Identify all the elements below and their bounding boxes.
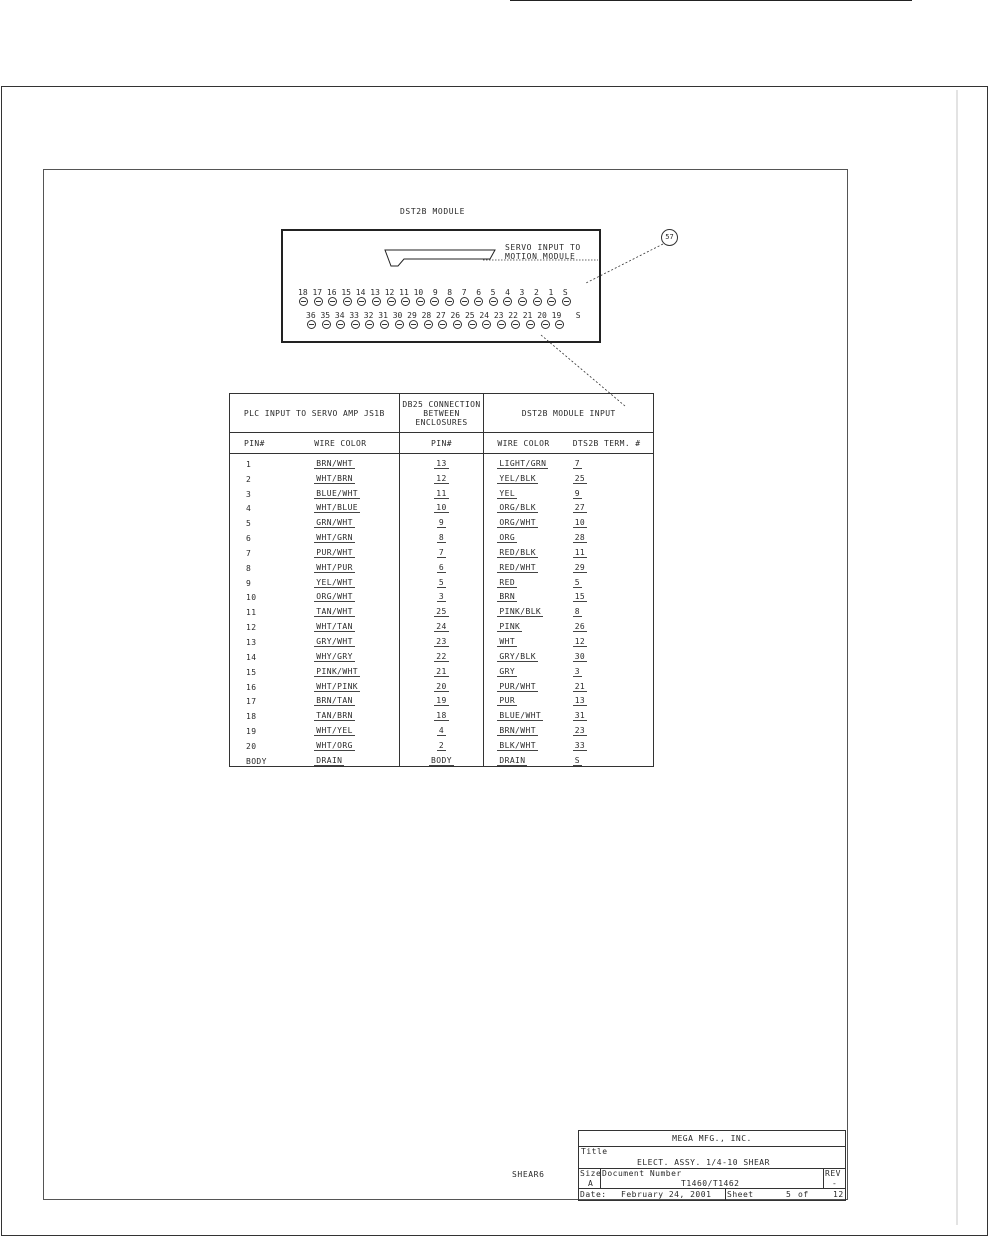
pin-socket — [533, 297, 542, 306]
wire-color-cell-text: DRAIN — [316, 755, 343, 765]
pin-socket — [322, 320, 331, 329]
pin-cell-text: 6 — [246, 534, 252, 544]
module-wire-color-cell — [484, 469, 569, 484]
pin-cell-text: 5 — [246, 519, 252, 529]
module-wire-color-cell — [484, 588, 569, 603]
wire-color-cell-text: YEL/WHT — [316, 577, 353, 587]
pin-cell — [230, 454, 315, 469]
module-wire-color-cell-text: GRY/BLK — [499, 651, 536, 661]
pin-socket — [489, 297, 498, 306]
term-cell-text: 10 — [574, 518, 586, 528]
pin-socket — [343, 297, 352, 306]
table-row — [230, 543, 654, 558]
pin-socket — [314, 297, 323, 306]
pin-cell — [230, 602, 315, 617]
db-pin-cell-text: 7 — [438, 547, 445, 557]
wire-color-cell-text: WHT/BLUE — [316, 503, 359, 513]
db-pin-cell-text: 11 — [436, 488, 447, 498]
pin-row-1-numbers: 18 17 16 15 14 13 12 11 10 9 8 7 6 5 4 3 2 1 S — [298, 288, 568, 297]
db-pin-cell — [399, 677, 484, 692]
module-wire-color-cell-text: ORG — [499, 533, 516, 543]
wire-color-cell — [314, 528, 399, 543]
term-cell — [569, 573, 654, 588]
db-pin-cell-text: 9 — [438, 518, 445, 528]
db-pin-cell — [399, 617, 484, 632]
title-label: Title — [581, 1147, 608, 1156]
of-label: of — [798, 1190, 809, 1199]
term-cell-text: 21 — [574, 681, 586, 691]
module-wire-color-cell-text: ORG/BLK — [499, 503, 536, 513]
term-cell — [569, 647, 654, 662]
pin-cell — [230, 721, 315, 736]
module-wire-color-cell-text: YEL — [499, 488, 516, 498]
term-cell — [569, 499, 654, 514]
table-row — [230, 602, 654, 617]
module-wire-color-cell — [484, 736, 569, 751]
pin-row-2-numbers: 36 35 34 33 32 31 30 29 28 27 26 25 24 23 22 21 20 19 S — [306, 311, 581, 320]
db-pin-cell-text: 19 — [436, 696, 447, 706]
wire-color-cell-text: BLUE/WHT — [316, 488, 359, 498]
term-cell — [569, 454, 654, 469]
pin-cell — [230, 706, 315, 721]
pin-cell-text: 8 — [246, 563, 252, 573]
pin-socket — [453, 320, 462, 329]
group-header-row — [230, 394, 654, 433]
wire-color-cell-text: WHT/PINK — [316, 681, 359, 691]
table-row — [230, 454, 654, 469]
wire-color-cell — [314, 617, 399, 632]
pin-cell — [230, 528, 315, 543]
wire-color-cell — [314, 692, 399, 707]
pin-socket — [518, 297, 527, 306]
db-pin-cell-text: 23 — [436, 636, 447, 646]
db-pin-cell-text: 25 — [436, 607, 447, 617]
term-cell — [569, 528, 654, 543]
db-pin-cell — [399, 454, 484, 469]
pin-socket — [445, 297, 454, 306]
pin-socket — [351, 320, 360, 329]
db-pin-cell — [399, 751, 484, 766]
pin-socket — [416, 297, 425, 306]
wire-color-cell-text: WHT/TAN — [316, 622, 353, 632]
table-row — [230, 647, 654, 662]
term-cell-text: 30 — [574, 651, 586, 661]
term-cell-text: 28 — [574, 533, 586, 543]
module-wire-color-cell-text: RED/BLK — [499, 547, 536, 557]
term-cell-text: 5 — [574, 577, 580, 587]
wire-color-cell — [314, 677, 399, 692]
db-pin-cell-text: 2 — [438, 740, 445, 750]
db-pin-cell — [399, 558, 484, 573]
db-pin-cell — [399, 736, 484, 751]
wire-color-cell — [314, 454, 399, 469]
pin-cell-text: 11 — [246, 608, 257, 618]
title-block — [578, 1130, 846, 1202]
module-wire-color-cell — [484, 602, 569, 617]
pin-cell — [230, 632, 315, 647]
col-header-db-pin: PIN# — [399, 433, 484, 454]
module-wire-color-cell — [484, 721, 569, 736]
term-cell-text: 9 — [574, 488, 580, 498]
pin-cell-text: 2 — [246, 474, 252, 484]
wire-color-cell — [314, 647, 399, 662]
pin-cell-text: 15 — [246, 667, 257, 677]
wire-color-cell-text: PINK/WHT — [316, 666, 359, 676]
table-row — [230, 692, 654, 707]
wire-color-cell-text: GRY/WHT — [316, 636, 353, 646]
date-value: February 24, 2001 — [621, 1190, 712, 1199]
wire-color-cell-text: BRN/TAN — [316, 696, 353, 706]
pin-socket — [468, 320, 477, 329]
col-header-pin: PIN# — [230, 433, 315, 454]
wire-color-cell — [314, 573, 399, 588]
table-row — [230, 588, 654, 603]
module-wire-color-cell-text: GRY — [499, 666, 516, 676]
wire-color-cell — [314, 602, 399, 617]
table-row — [230, 706, 654, 721]
module-wire-color-cell — [484, 484, 569, 499]
pin-cell-text: 7 — [246, 548, 252, 558]
pin-socket — [299, 297, 308, 306]
module-wire-color-cell — [484, 543, 569, 558]
pin-cell-text: 16 — [246, 682, 257, 692]
wire-color-cell — [314, 751, 399, 766]
pin-cell — [230, 499, 315, 514]
module-wire-color-cell — [484, 751, 569, 766]
wire-color-cell — [314, 632, 399, 647]
db-pin-cell — [399, 513, 484, 528]
pin-socket — [497, 320, 506, 329]
db-connector-outline — [385, 250, 495, 266]
table-row — [230, 513, 654, 528]
module-wire-color-cell-text: BRN/WHT — [499, 726, 536, 736]
db-pin-cell — [399, 647, 484, 662]
db-pin-cell-text: 6 — [438, 562, 445, 572]
wire-color-cell-text: BRN/WHT — [316, 458, 353, 468]
pin-cell — [230, 617, 315, 632]
term-cell — [569, 513, 654, 528]
pin-cell — [230, 677, 315, 692]
pin-socket — [372, 297, 381, 306]
db-pin-cell — [399, 692, 484, 707]
table-row — [230, 573, 654, 588]
db-pin-cell — [399, 484, 484, 499]
pin-cell — [230, 558, 315, 573]
rev-value: - — [832, 1179, 838, 1188]
table-row — [230, 736, 654, 751]
term-cell-text: 7 — [574, 458, 580, 468]
table-body — [230, 454, 654, 767]
sheet-tag: SHEAR6 — [512, 1170, 545, 1179]
module-wire-color-cell — [484, 558, 569, 573]
pin-cell-text: 20 — [246, 741, 257, 751]
callout-leader — [586, 244, 663, 283]
module-wire-color-cell — [484, 573, 569, 588]
pin-socket — [387, 297, 396, 306]
term-cell-text: 23 — [574, 726, 586, 736]
term-cell-text: 12 — [574, 636, 586, 646]
pin-cell — [230, 647, 315, 662]
pin-cell-text: 19 — [246, 727, 257, 737]
wire-color-cell-text: WHT/ORG — [316, 740, 353, 750]
company-name: MEGA MFG., INC. — [672, 1134, 752, 1143]
table-row — [230, 469, 654, 484]
db-pin-cell — [399, 573, 484, 588]
wire-color-cell-text: TAN/BRN — [316, 711, 353, 721]
wire-color-cell-text: WHT/YEL — [316, 726, 353, 736]
col-header-term: DTS2B TERM. # — [569, 433, 654, 454]
table-row — [230, 617, 654, 632]
db-pin-cell-text: 5 — [438, 577, 445, 587]
term-cell — [569, 469, 654, 484]
module-wire-color-cell-text: YEL/BLK — [499, 473, 536, 483]
term-cell-text: 33 — [574, 740, 586, 750]
wire-color-cell — [314, 543, 399, 558]
pin-socket — [424, 320, 433, 329]
date-label: Date: — [580, 1190, 607, 1199]
module-wire-color-cell — [484, 513, 569, 528]
pin-cell — [230, 469, 315, 484]
table-row — [230, 499, 654, 514]
sheet-value: 5 — [786, 1190, 792, 1199]
term-cell — [569, 632, 654, 647]
wire-color-cell-text: WHT/PUR — [316, 562, 353, 572]
db-pin-cell — [399, 662, 484, 677]
wire-color-cell — [314, 721, 399, 736]
db-pin-cell — [399, 602, 484, 617]
term-cell-text: 26 — [574, 622, 586, 632]
module-wire-color-cell — [484, 617, 569, 632]
pin-cell-text: 18 — [246, 712, 257, 722]
pin-cell-text: 1 — [246, 459, 252, 469]
term-cell-text: 13 — [574, 696, 586, 706]
table-row — [230, 677, 654, 692]
module-wire-color-cell — [484, 454, 569, 469]
wire-color-cell — [314, 736, 399, 751]
module-wire-color-cell-text: BLK/WHT — [499, 740, 536, 750]
term-cell — [569, 751, 654, 766]
pin-cell — [230, 662, 315, 677]
callout-bubble: 57 — [661, 229, 678, 246]
module-wire-color-cell — [484, 632, 569, 647]
module-wire-color-cell — [484, 528, 569, 543]
column-header-row — [230, 433, 654, 454]
wire-color-cell-text: TAN/WHT — [316, 607, 353, 617]
term-cell-text: 29 — [574, 562, 586, 572]
pin-cell — [230, 751, 315, 766]
pin-cell-text: 14 — [246, 652, 257, 662]
pin-cell — [230, 736, 315, 751]
pin-cell — [230, 573, 315, 588]
wire-color-cell — [314, 662, 399, 677]
table-row — [230, 721, 654, 736]
table-row — [230, 662, 654, 677]
pin-cell-text: 3 — [246, 489, 252, 499]
term-cell-text: 11 — [574, 547, 586, 557]
pin-cell — [230, 513, 315, 528]
docnum-label: Document Number — [602, 1169, 682, 1178]
module-wire-color-cell — [484, 692, 569, 707]
sheet-label: Sheet — [727, 1190, 754, 1199]
pin-cell-text: 17 — [246, 697, 257, 707]
sheet-cell — [725, 1188, 846, 1201]
module-wire-color-cell — [484, 647, 569, 662]
wire-color-cell — [314, 513, 399, 528]
pin-socket — [395, 320, 404, 329]
size-value: A — [588, 1179, 594, 1188]
term-cell-text: 3 — [574, 666, 580, 676]
db-pin-cell — [399, 706, 484, 721]
term-cell-text: 31 — [574, 711, 586, 721]
wire-color-cell — [314, 706, 399, 721]
module-wire-color-cell-text: LIGHT/GRN — [499, 458, 547, 468]
pin-cell-text: 4 — [246, 504, 252, 514]
docnum-cell — [600, 1168, 824, 1189]
pin-socket — [541, 320, 550, 329]
db-pin-cell — [399, 543, 484, 558]
db-pin-cell-text: 21 — [436, 666, 447, 676]
wiring-table — [229, 393, 654, 767]
db-pin-cell — [399, 528, 484, 543]
db-pin-cell-text: 4 — [438, 726, 445, 736]
module-wire-color-cell-text: BRN — [499, 592, 516, 602]
term-cell — [569, 692, 654, 707]
term-cell-text: 8 — [574, 607, 580, 617]
module-wire-color-cell-text: DRAIN — [499, 755, 526, 765]
wire-color-cell-text: WHT/BRN — [316, 473, 353, 483]
module-title: DST2B MODULE — [400, 207, 465, 216]
table-row — [230, 751, 654, 766]
pin-socket — [526, 320, 535, 329]
pin-cell-text: 12 — [246, 623, 257, 633]
term-cell-text: 27 — [574, 503, 586, 513]
module-wire-color-cell-text: PUR/WHT — [499, 681, 536, 691]
wire-color-cell — [314, 469, 399, 484]
group-header-plc: PLC INPUT TO SERVO AMP JS1B — [230, 394, 400, 433]
db-pin-cell-text: 12 — [436, 473, 447, 483]
servo-label-line2: MOTION MODULE — [505, 252, 576, 261]
db-pin-cell-text: 13 — [436, 458, 447, 468]
servo-label — [505, 243, 581, 261]
wire-color-cell — [314, 499, 399, 514]
pin-cell-text: 13 — [246, 637, 257, 647]
module-wire-color-cell-text: PINK — [499, 622, 521, 632]
size-cell — [578, 1168, 601, 1189]
term-cell — [569, 677, 654, 692]
pin-cell — [230, 484, 315, 499]
module-wire-color-cell-text: WHT — [499, 636, 516, 646]
wire-color-cell — [314, 588, 399, 603]
docnum-value: T1460/T1462 — [681, 1179, 740, 1188]
wire-color-cell-text: PUR/WHT — [316, 547, 353, 557]
company-cell — [578, 1130, 846, 1147]
term-cell-text: S — [574, 755, 580, 765]
wire-color-cell-text: ORG/WHT — [316, 592, 353, 602]
db-pin-cell-text: 24 — [436, 622, 447, 632]
term-cell-text: 15 — [574, 592, 586, 602]
group-header-db25: DB25 CONNECTION BETWEEN ENCLOSURES — [399, 394, 484, 433]
db-pin-cell-text: 10 — [436, 503, 447, 513]
module-wire-color-cell-text: PINK/BLK — [499, 607, 542, 617]
db-pin-cell — [399, 632, 484, 647]
col-header-module-wire-color: WIRE COLOR — [484, 433, 569, 454]
group-header-dst2b: DST2B MODULE INPUT — [484, 394, 654, 433]
title-cell — [578, 1146, 846, 1169]
db-pin-cell-text: 3 — [438, 592, 445, 602]
wire-color-cell-text: GRN/WHT — [316, 518, 353, 528]
term-cell — [569, 706, 654, 721]
term-cell — [569, 736, 654, 751]
servo-label-line1: SERVO INPUT TO — [505, 243, 581, 252]
module-wire-color-cell-text: ORG/WHT — [499, 518, 536, 528]
pin-cell — [230, 543, 315, 558]
pin-cell-text: BODY — [246, 756, 267, 766]
module-wire-color-cell-text: BLUE/WHT — [499, 711, 542, 721]
term-cell — [569, 662, 654, 677]
table-row — [230, 528, 654, 543]
db-pin-cell — [399, 499, 484, 514]
module-wire-color-cell — [484, 677, 569, 692]
pin-socket — [562, 297, 571, 306]
rev-cell — [823, 1168, 846, 1189]
term-cell — [569, 543, 654, 558]
rev-label: REV — [825, 1169, 841, 1178]
db-pin-cell-text: 20 — [436, 681, 447, 691]
db-pin-cell-text: 18 — [436, 711, 447, 721]
module-wire-color-cell — [484, 499, 569, 514]
module-wire-color-cell — [484, 706, 569, 721]
date-cell — [578, 1188, 726, 1201]
db-pin-cell-text: BODY — [431, 755, 452, 765]
col-header-wire-color: WIRE COLOR — [314, 433, 399, 454]
pin-socket — [307, 320, 316, 329]
wire-color-cell-text: WHY/GRY — [316, 651, 353, 661]
db-pin-cell-text: 22 — [436, 651, 447, 661]
term-cell — [569, 602, 654, 617]
module-wire-color-cell — [484, 662, 569, 677]
pin-cell-text: 10 — [246, 593, 257, 603]
term-cell — [569, 588, 654, 603]
db-pin-cell — [399, 469, 484, 484]
pin-socket — [380, 320, 389, 329]
db-pin-cell — [399, 588, 484, 603]
pin-cell — [230, 692, 315, 707]
term-cell — [569, 617, 654, 632]
pin-socket — [460, 297, 469, 306]
pin-cell — [230, 588, 315, 603]
table-row — [230, 558, 654, 573]
module-wire-color-cell-text: RED/WHT — [499, 562, 536, 572]
db-pin-cell — [399, 721, 484, 736]
wire-color-cell — [314, 558, 399, 573]
module-wire-color-cell-text: PUR — [499, 696, 516, 706]
table-row — [230, 632, 654, 647]
term-cell-text: 25 — [574, 473, 586, 483]
term-cell — [569, 558, 654, 573]
size-label: Size — [580, 1169, 602, 1178]
db-pin-cell-text: 8 — [438, 533, 445, 543]
table-row — [230, 484, 654, 499]
wire-color-cell-text: WHT/GRN — [316, 533, 353, 543]
wire-color-cell — [314, 484, 399, 499]
term-cell — [569, 721, 654, 736]
drawing-title: ELECT. ASSY. 1/4-10 SHEAR — [637, 1158, 770, 1167]
term-cell — [569, 484, 654, 499]
of-value: 12 — [833, 1190, 844, 1199]
pin-cell-text: 9 — [246, 578, 252, 588]
module-wire-color-cell-text: RED — [499, 577, 516, 587]
